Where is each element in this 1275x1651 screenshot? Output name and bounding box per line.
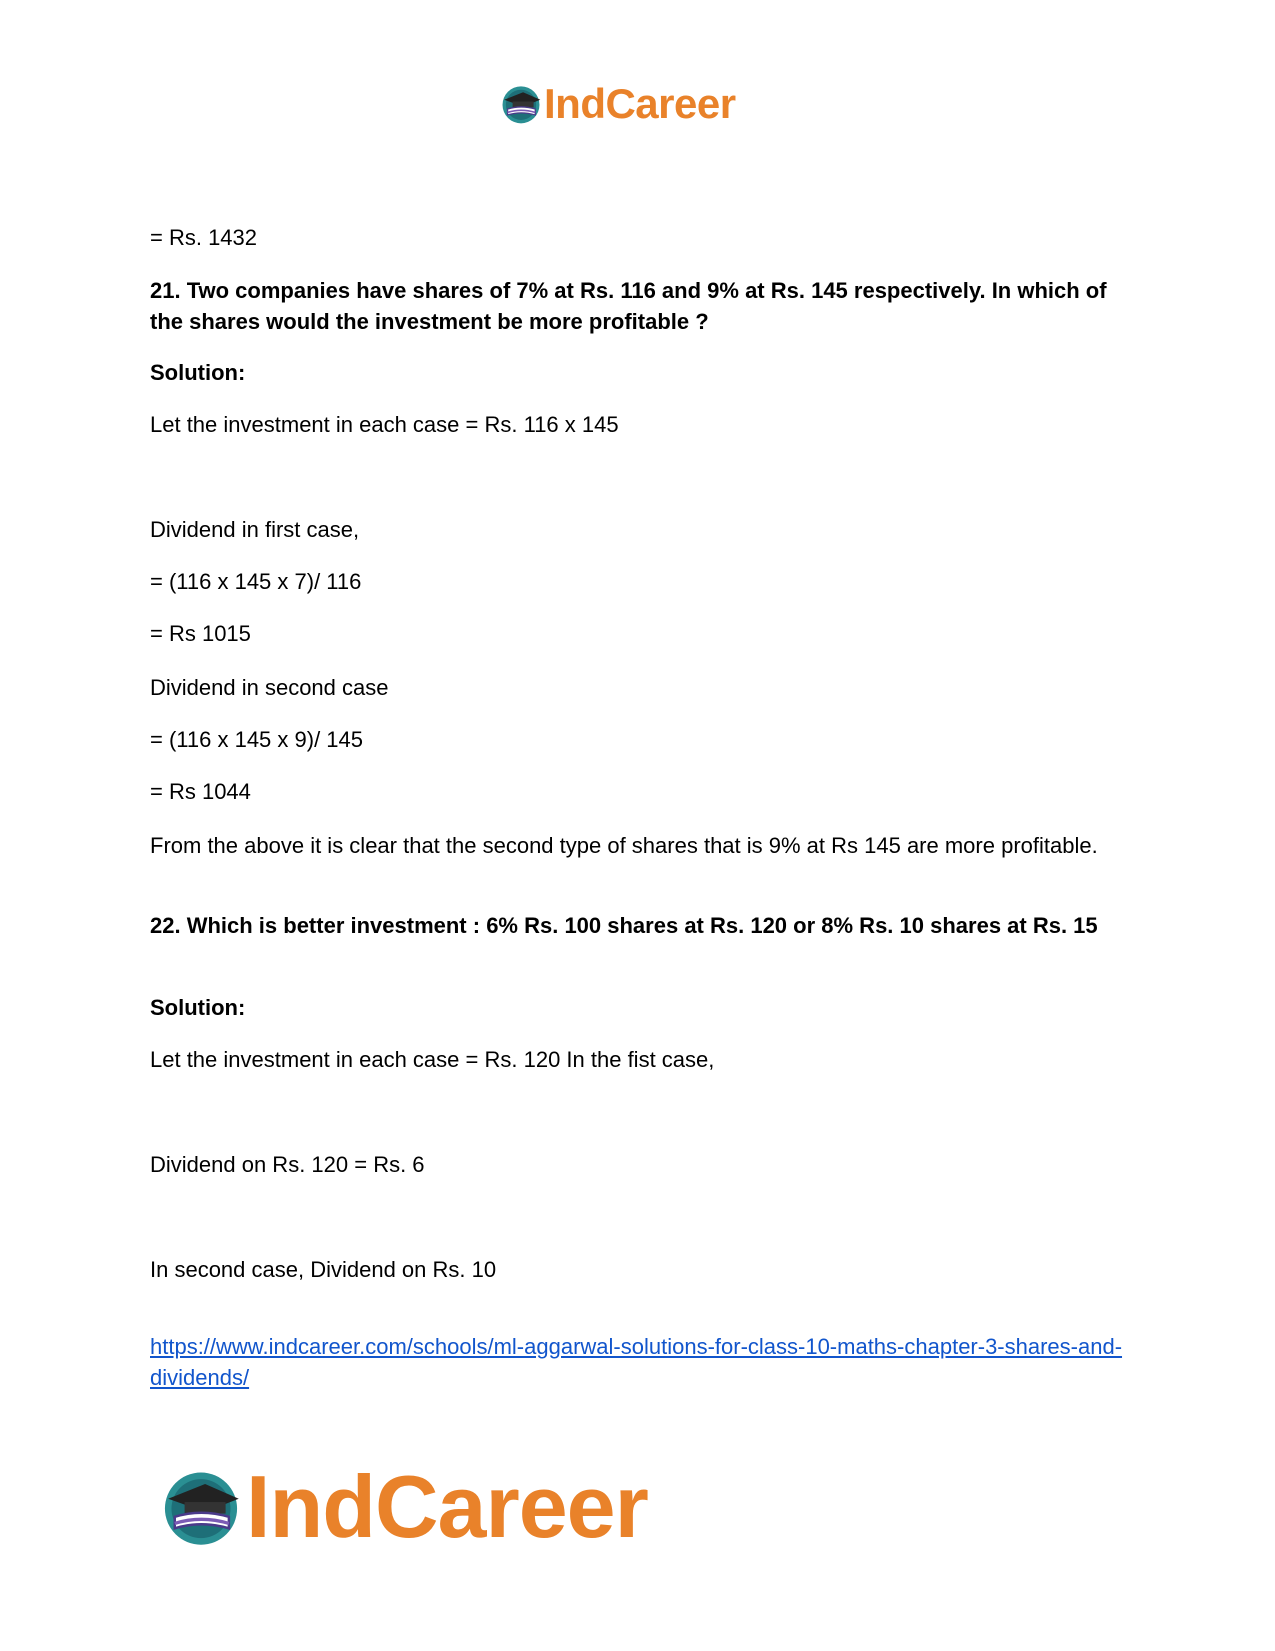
text-line: = (116 x 145 x 7)/ 116	[150, 569, 362, 594]
text-line: Let the investment in each case = Rs. 120 In the fist case,	[150, 1047, 715, 1072]
source-link[interactable]: https://www.indcareer.com/schools/ml-aggarwal-solutions-for-class-10-maths-chapter-3-shares-and-dividends/	[150, 1334, 1123, 1390]
footer-logo	[160, 1457, 648, 1556]
text-line: Dividend in first case,	[150, 517, 360, 542]
brand-name: IndCareer	[246, 1457, 648, 1556]
graduation-cap-globe-logo-icon	[500, 83, 542, 125]
text-line: Let the investment in each case = Rs. 116 x 145	[150, 412, 619, 437]
text-line: = Rs 1044	[150, 779, 251, 804]
text-line: In second case, Dividend on Rs. 10	[150, 1257, 497, 1282]
solution-heading: Solution:	[150, 995, 246, 1020]
text-line: = Rs. 1432	[150, 225, 258, 250]
graduation-cap-globe-logo-icon	[160, 1466, 242, 1548]
text-line: Dividend on Rs. 120 = Rs. 6	[150, 1152, 425, 1177]
brand-name: IndCareer	[544, 80, 736, 127]
solution-heading: Solution:	[150, 360, 246, 385]
text-line: From the above it is clear that the second type of shares that is 9% at Rs 145 are more profitable.	[150, 833, 1098, 858]
text-line: = (116 x 145 x 9)/ 145	[150, 727, 364, 752]
header-logo	[500, 80, 736, 128]
text-line: Dividend in second case	[150, 675, 389, 700]
text-line: = Rs 1015	[150, 621, 251, 646]
question-21: 21. Two companies have shares of 7% at Rs. 116 and 9% at Rs. 145 respectively. In which of the shares would the investment be more profitable ?	[150, 278, 1107, 334]
question-22: 22. Which is better investment : 6% Rs. 100 shares at Rs. 120 or 8% Rs. 10 shares at Rs. 15	[150, 913, 1098, 938]
